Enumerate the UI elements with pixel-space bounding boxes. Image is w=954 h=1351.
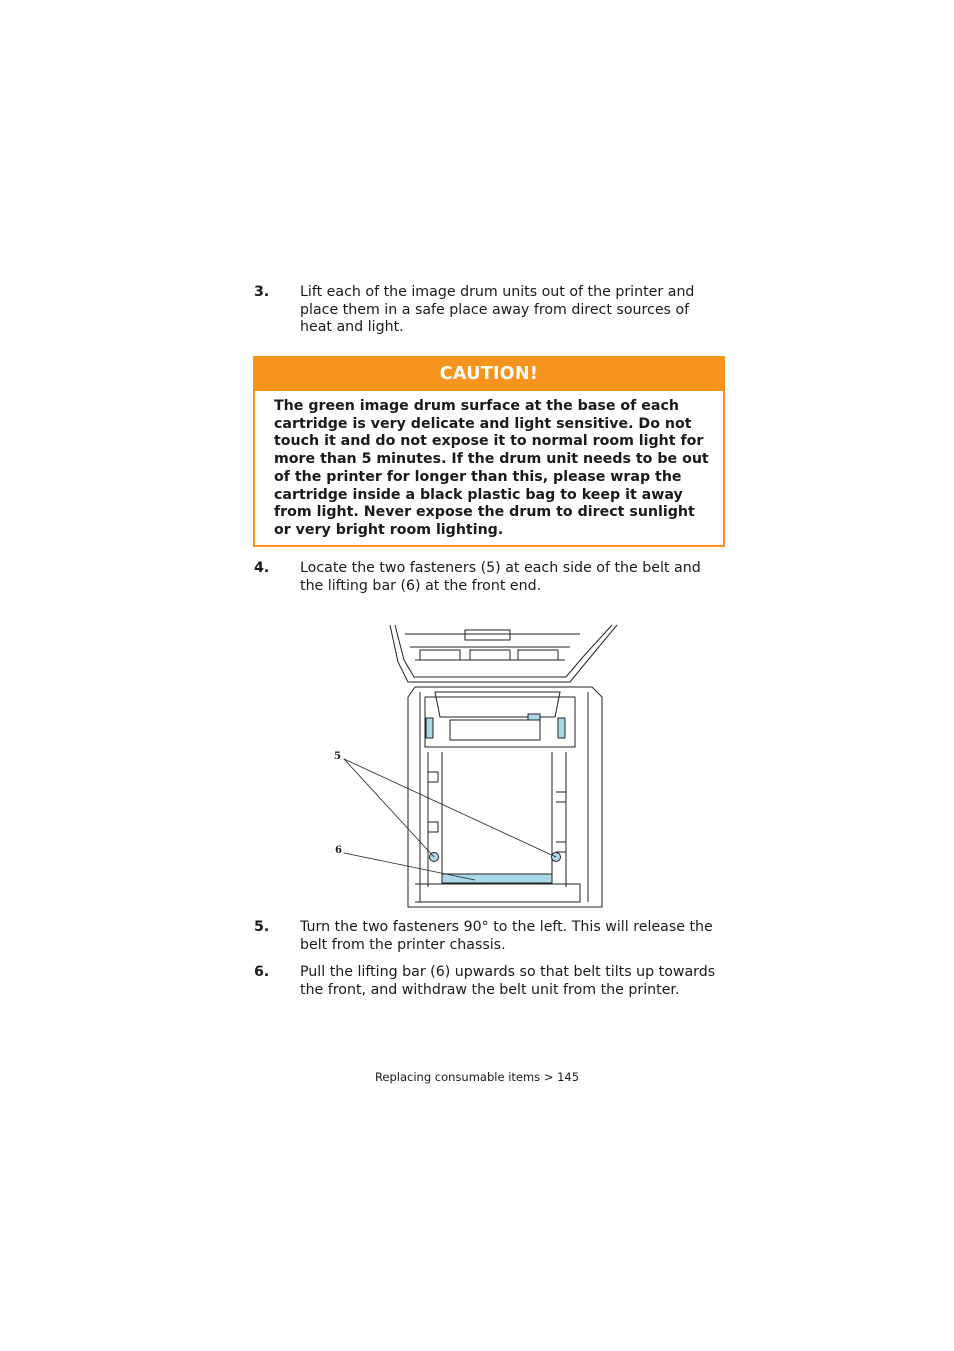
- caution-box: [253, 356, 725, 547]
- printer-belt-illustration: [330, 622, 620, 912]
- step-number: 5.: [254, 919, 270, 935]
- callout-label-5: 5: [334, 751, 341, 762]
- step-number: 3.: [254, 284, 270, 300]
- step-number: 6.: [254, 964, 270, 980]
- step-number: 4.: [254, 560, 270, 576]
- callout-label-6: 6: [335, 845, 342, 856]
- caution-text: The green image drum surface at the base of each cartridge is very delicate and light sensitive. Do not touch it and do not expose it to normal room light for more than 5 minutes. If the drum unit needs to be out of the printer for longer than this, please wrap the cartridge inside a black plastic bag to keep it away from light. Never expose the drum to direct sunlight or very bright room lighting.: [274, 398, 709, 538]
- step-text: Lift each of the image drum units out of the printer and place them in a safe place away from direct sources of heat and light.: [300, 284, 695, 336]
- step-text: Turn the two fasteners 90° to the left. This will release the belt from the printer chassis.: [300, 919, 713, 953]
- step-text: Locate the two fasteners (5) at each side of the belt and the lifting bar (6) at the front end.: [300, 560, 701, 594]
- page-footer: Replacing consumable items > 145: [374, 1070, 580, 1084]
- step-text: Pull the lifting bar (6) upwards so that belt tilts up towards the front, and withdraw the belt unit from the printer.: [300, 964, 716, 998]
- caution-title: CAUTION!: [255, 358, 723, 391]
